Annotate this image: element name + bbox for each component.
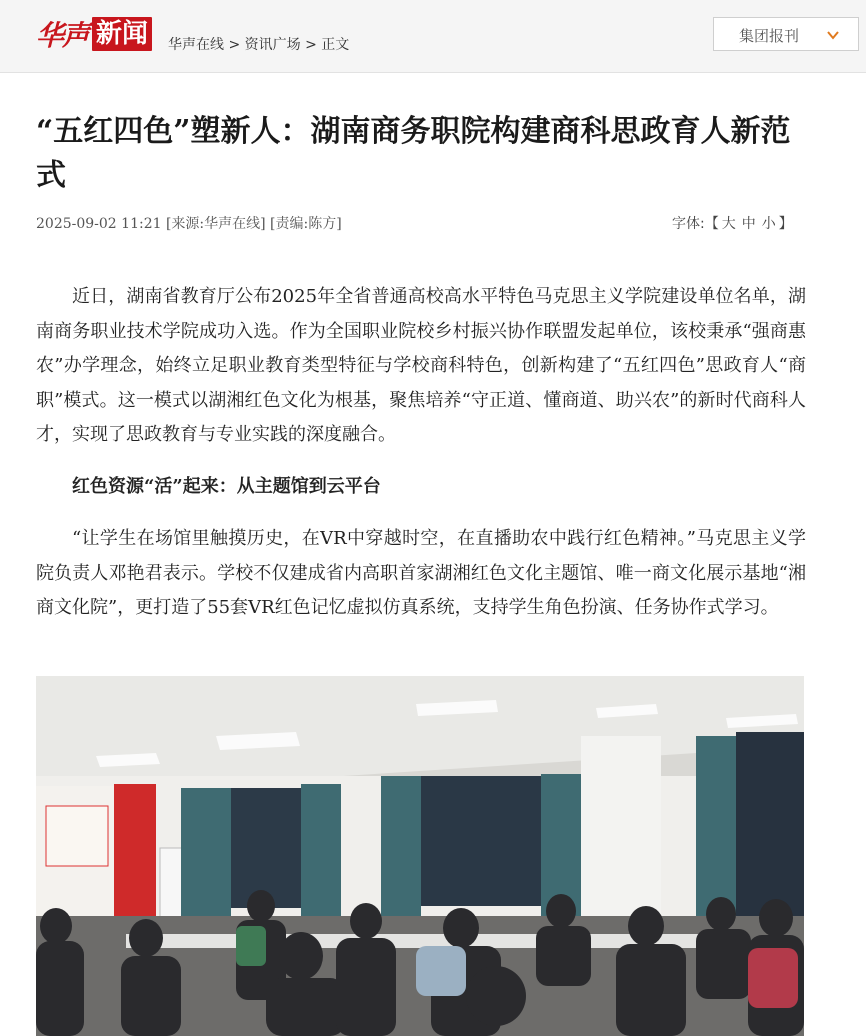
vr-classroom-photo <box>36 676 804 1036</box>
breadcrumb-separator: > <box>305 37 317 53</box>
logo-news-box: 新闻 <box>92 17 152 51</box>
breadcrumb-home[interactable]: 华声在线 <box>168 37 224 53</box>
site-header <box>0 0 866 73</box>
dropdown-label: 集团报刊 <box>739 27 800 45</box>
article-title: “五红四色”塑新人：湖南商务职院构建商科思政育人新范式 <box>36 114 791 193</box>
article-photo <box>36 676 804 1036</box>
breadcrumb <box>168 34 349 54</box>
font-size-small[interactable]: 小 <box>761 216 776 232</box>
breadcrumb-separator: > <box>228 37 241 53</box>
article-subheading: 红色资源“活”起来：从主题馆到云平台 <box>72 476 381 497</box>
article-paragraph-2: “让学生在场馆里触摸历史，在VR中穿越时空，在直播助农中践行红色精神。”马克思主义学院负责人邓艳君表示。学校不仅建成省内高职首家湖湘红色文化主题馆、唯一商文化展示基地“湘商文化院”，更打造了55套VR红色记忆虚拟仿真系统，支持学生角色扮演、任务协作式学习。 <box>36 528 806 618</box>
site-logo[interactable] <box>36 16 152 52</box>
font-size-large[interactable]: 大 <box>721 216 736 232</box>
bracket-close: 】 <box>778 216 793 232</box>
logo-script: 华声 <box>36 19 89 52</box>
article-meta: 2025-09-02 11:21 [来源:华声在线] [责编:陈方] <box>36 216 342 232</box>
breadcrumb-current: 正文 <box>321 37 350 53</box>
font-size-control <box>672 213 793 233</box>
font-size-label: 字体: <box>672 216 705 232</box>
group-publications-dropdown[interactable] <box>713 17 859 51</box>
article-paragraph-1: 近日，湖南省教育厅公布2025年全省普通高校高水平特色马克思主义学院建设单位名单，湖南商务职业技术学院成功入选。作为全国职业院校乡村振兴协作联盟发起单位，该校秉承“强商惠农”办学理念，始终立足职业教育类型特征与学校商科特色，创新构建了“五红四色”思政育人“商职”模式。这一模式以湖湘红色文化为根基，聚焦培养“守正道、懂商道、助兴农”的新时代商科人才，实现了思政教育与专业实践的深度融合。 <box>36 286 806 445</box>
chevron-down-icon <box>826 28 840 42</box>
breadcrumb-section[interactable]: 资讯广场 <box>244 37 301 53</box>
bracket-open: 【 <box>704 216 719 232</box>
font-size-medium[interactable]: 中 <box>741 216 756 232</box>
